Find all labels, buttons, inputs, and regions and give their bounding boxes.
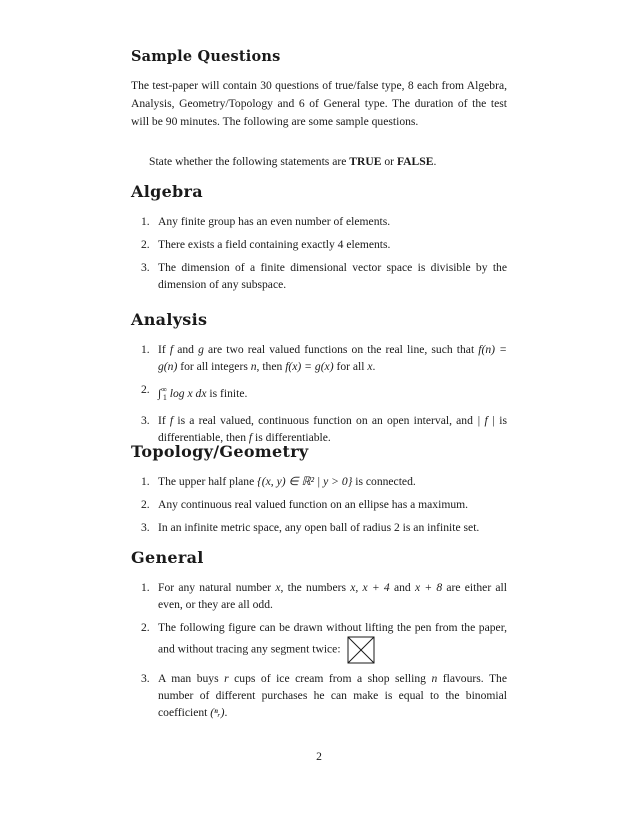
text-fragment: are either all even, or they are all odd.: [158, 581, 507, 611]
text-fragment: .: [372, 360, 376, 373]
instruction-mid: or: [381, 155, 397, 168]
question-item: [131, 236, 507, 253]
math-n: n: [250, 360, 257, 373]
section-title-general: General: [131, 548, 204, 567]
false-keyword: FALSE: [396, 155, 434, 168]
integral-sign: ∫: [158, 386, 162, 400]
question-list-algebra: [131, 213, 507, 293]
section-analysis: [131, 310, 507, 446]
question-text: The dimension of a finite dimensional vector space is divisible by the dimension of any subspace.: [158, 261, 507, 291]
math-set: {(x, y) ∈ ℝ² | y > 0}: [257, 475, 353, 488]
question-number: 1.: [141, 343, 150, 356]
section-title-topology: Topology/Geometry: [131, 442, 309, 461]
text-fragment: For any natural number: [158, 581, 276, 594]
question-number: 2.: [141, 498, 150, 511]
question-number: 3.: [141, 261, 150, 274]
question-number: 1.: [141, 581, 150, 594]
math-abs-f: | f |: [477, 414, 496, 428]
text-fragment: flavours. The number of different purchases he can make is equal to the binomial coefficient: [158, 672, 507, 719]
math-expression: x + 8: [414, 581, 443, 594]
question-item: [131, 259, 507, 293]
instruction-pre: State whether the following statements are: [149, 155, 350, 168]
math-expression: x, x + 4: [350, 581, 390, 594]
question-item: [131, 496, 507, 513]
question-list-analysis: [131, 341, 507, 446]
question-number: 3.: [141, 414, 150, 428]
math-f: f: [169, 343, 174, 356]
document-page: [131, 48, 507, 719]
page-title: Sample Questions: [131, 48, 281, 65]
text-fragment: A man buys: [158, 672, 225, 685]
question-item: [131, 473, 507, 490]
text-fragment: If: [158, 343, 170, 356]
text-fragment: is finite.: [206, 386, 248, 400]
text-fragment: , then: [256, 360, 286, 373]
question-number: 1.: [141, 475, 150, 488]
section-general: [131, 548, 507, 721]
instruction-text: [149, 155, 507, 168]
text-fragment: and: [389, 581, 415, 594]
text-fragment: If: [158, 414, 170, 428]
question-item: [131, 341, 507, 375]
section-topology: [131, 442, 507, 536]
crossed-square-figure: [347, 636, 375, 664]
question-number: 2.: [141, 621, 150, 634]
text-fragment: and: [173, 343, 199, 356]
page-number: 2: [316, 750, 322, 763]
binomial-coefficient: (ⁿᵣ): [210, 706, 225, 719]
math-x: x: [367, 360, 373, 373]
math-equation: f(x) = g(x): [285, 360, 334, 373]
text-fragment: , the numbers: [280, 581, 351, 594]
math-n: n: [431, 672, 438, 685]
instruction-post: .: [433, 155, 437, 168]
question-item: [131, 670, 507, 721]
question-item: [131, 579, 507, 613]
question-list-topology: [131, 473, 507, 536]
integral-lower-limit: 1: [162, 393, 167, 403]
integral-upper-limit: ∞: [161, 385, 167, 394]
text-fragment: is differentiable.: [252, 431, 331, 445]
question-list-general: [131, 579, 507, 721]
text-fragment: is differentiable, then: [158, 414, 507, 445]
text-fragment: is a real valued, continuous function on an open interval, and: [173, 414, 478, 428]
math-x: x: [275, 581, 281, 594]
question-number: 1.: [141, 215, 150, 228]
math-g: g: [198, 343, 204, 356]
question-item: [131, 381, 507, 406]
text-fragment: are two real valued functions on the real line, such that: [203, 343, 479, 356]
text-fragment: for all integers: [177, 360, 251, 373]
question-text: Any finite group has an even number of elements.: [158, 215, 391, 228]
question-item: [131, 519, 507, 536]
question-text: There exists a field containing exactly 4 elements.: [158, 238, 391, 251]
section-title-analysis: Analysis: [131, 310, 208, 329]
text-fragment: The upper half plane: [158, 475, 258, 488]
question-text: In an infinite metric space, any open ball of radius 2 is an infinite set.: [158, 521, 480, 534]
question-number: 3.: [141, 521, 150, 534]
text-fragment: is connected.: [352, 475, 416, 488]
text-fragment: .: [224, 706, 228, 719]
question-number: 2.: [141, 383, 150, 396]
math-f: f: [169, 414, 174, 428]
intro-paragraph: The test-paper will contain 30 questions of true/false type, 8 each from Algebra, Analysis, Geometry/Topology and 6 of General type. The duration of the test will be 90 minutes. The following are some sample questions.: [131, 79, 507, 128]
math-equation: f(n) = g(n): [158, 343, 507, 373]
question-number: 2.: [141, 238, 150, 251]
integrand: log x dx: [166, 386, 207, 400]
question-number: 3.: [141, 672, 150, 685]
question-item: [131, 619, 507, 664]
section-title-algebra: Algebra: [131, 182, 203, 201]
question-text: Any continuous real valued function on an ellipse has a maximum.: [158, 498, 469, 511]
text-fragment: cups of ice cream from a shop selling: [228, 672, 432, 685]
question-item: [131, 213, 507, 230]
math-f: f: [248, 431, 253, 445]
section-algebra: [131, 182, 507, 293]
true-keyword: TRUE: [349, 155, 382, 168]
math-r: r: [224, 672, 229, 685]
question-text: The following figure can be drawn without lifting the pen from the paper, and without tracing any segment twice:: [158, 621, 507, 656]
text-fragment: for all: [333, 360, 368, 373]
